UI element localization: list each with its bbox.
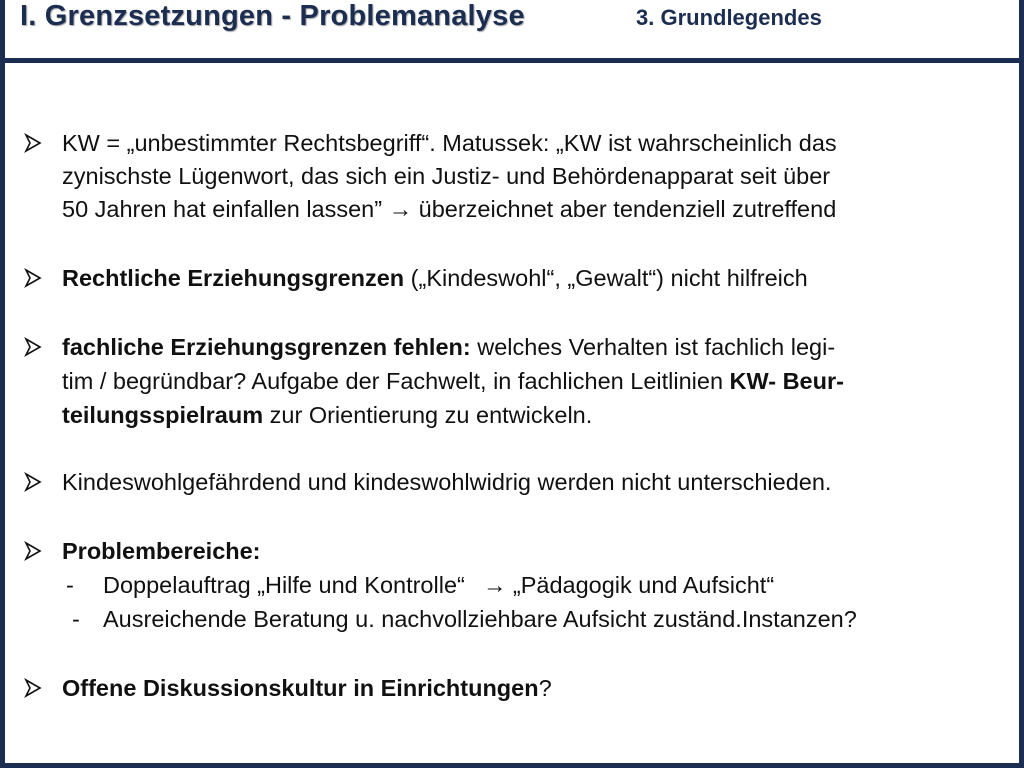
- sub-item-dash-2: -: [72, 606, 80, 632]
- arrowhead-bullet-icon: [22, 261, 46, 295]
- bullet-kindeswohl-line: Kindeswohlgefährdend und kindeswohlwidrig werden nicht unterschieden.: [62, 469, 832, 495]
- arrowhead-bullet-icon: [22, 330, 46, 364]
- bullet-kw-line-3: 50 Jahren hat einfallen lassen” → überzeichnet aber tendenziell zutreffend: [62, 196, 837, 222]
- arrowhead-bullet-icon: [22, 126, 46, 160]
- slide-border-left: [0, 0, 5, 768]
- bullet-fachliche-line-2: [62, 364, 844, 398]
- bullet-rechtliche-line: [62, 261, 808, 295]
- slide-subtitle: 3. Grundlegendes: [636, 5, 822, 30]
- bullet-fachliche-bold-3: teilungsspielraum: [62, 402, 264, 428]
- sub-item-doppelauftrag-b: „Pädagogik und Aufsicht“: [512, 572, 775, 598]
- bullet-problembereiche-bold: Problembereiche:: [62, 538, 261, 564]
- arrowhead-bullet-icon: [22, 534, 46, 568]
- sub-item-beratung: Ausreichende Beratung u. nachvollziehbare Aufsicht zuständ.Instanzen?: [103, 606, 857, 632]
- slide-border-right: [1019, 0, 1024, 768]
- bullet-fachliche-line-3: [62, 398, 592, 432]
- bullet-problembereiche-heading: [62, 534, 261, 568]
- bullet-rechtliche-bold: Rechtliche Erziehungsgrenzen: [62, 265, 405, 291]
- bullet-kw-line-1: KW = „unbestimmter Rechtsbegriff“. Matussek: „KW ist wahrscheinlich das: [62, 130, 837, 156]
- bullet-fachliche-bold-2: KW- Beur-: [729, 368, 844, 394]
- bullet-offene-line: [62, 671, 552, 705]
- bullet-kw-line-2: zynischste Lügenwort, das sich ein Justiz- und Behördenapparat seit über: [62, 163, 831, 189]
- bullet-offene-rest: ?: [538, 675, 552, 701]
- sub-item-dash-1: -: [66, 572, 74, 598]
- sub-item-doppelauftrag-a: Doppelauftrag „Hilfe und Kontrolle“: [103, 572, 465, 598]
- slide-header: [0, 0, 1024, 60]
- bullet-fachliche-line-1: [62, 330, 835, 364]
- arrowhead-bullet-icon: [22, 465, 46, 499]
- bullet-rechtliche-rest: („Kindeswohl“, „Gewalt“) nicht hilfreich: [404, 265, 808, 291]
- bullet-offene-bold: Offene Diskussionskultur in Einrichtungen: [62, 675, 539, 701]
- sub-item-doppelauftrag: [103, 568, 774, 602]
- bullet-fachliche-text-2: tim / begründbar? Aufgabe der Fachwelt, in fachlichen Leitlinien: [62, 368, 730, 394]
- slide-content: [0, 63, 1024, 763]
- slide-border-bottom: [0, 763, 1024, 768]
- bullet-fachliche-rest-3: zur Orientierung zu entwickeln.: [263, 402, 593, 428]
- arrowhead-bullet-icon: [22, 671, 46, 705]
- bullet-fachliche-rest-1: welches Verhalten ist fachlich legi-: [470, 334, 836, 360]
- slide-title: I. Grenzsetzungen - Problemanalyse: [20, 0, 525, 32]
- bullet-fachliche-bold-1: fachliche Erziehungsgrenzen fehlen:: [62, 334, 471, 360]
- right-arrow-icon: →: [482, 572, 507, 598]
